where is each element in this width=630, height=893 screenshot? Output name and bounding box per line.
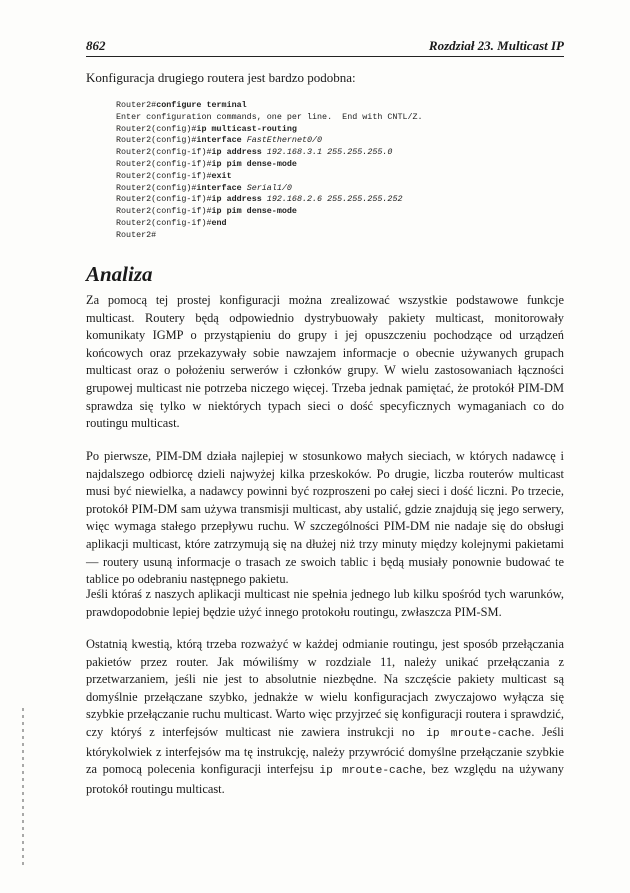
code-line [116,147,556,159]
code-command: interface [196,182,247,193]
code-command: ip address [211,194,267,205]
code-prompt: Router2(config)# [116,182,197,193]
code-prompt: Enter configuration commands, one per line. End with CNTL/Z. [116,111,423,122]
header-rule [86,56,564,57]
scan-edge-artifact [22,708,24,868]
text-run: Jeśli któraś z naszych aplikacji multicast nie spełnia jednego lub kilku spośród tych warunków, prawdopodobnie lepiej będzie użyć innego protokołu routingu, zwłaszcza PIM-SM. [86,587,564,619]
text-run: , bez względu na używany protokół routingu multicast. [86,762,564,796]
code-command: ip pim dense-mode [211,206,297,217]
code-line [116,206,556,218]
code-prompt: Router2(config-if)# [116,170,212,181]
code-listing [116,100,556,242]
code-prompt: Router2(config)# [116,123,197,134]
code-command: ip address [211,147,267,158]
intro-text: Konfiguracja drugiego routera jest bardzo podobna: [86,70,356,85]
paragraph-3 [86,586,564,621]
running-header [86,38,564,56]
paragraph-2 [86,448,564,589]
inline-code: no ip mroute-cache [401,727,532,740]
code-prompt: Router2(config-if)# [116,194,212,205]
code-prompt: Router2(config-if)# [116,158,212,169]
code-line [116,230,556,242]
text-run: . Jeśli którykolwiek z interfejsów ma tę instrukcję, należy przywrócić domyślne przełączanie szybkie za pomocą polecenia konfiguracji interfejsu [86,724,564,777]
code-line [116,194,556,206]
code-prompt: Router2(config-if)# [116,206,212,217]
code-command: interface [196,135,247,146]
code-prompt: Router2# [116,229,157,240]
text-run: Ostatnią kwestią, którą trzeba rozważyć w każdej odmianie routingu, jest sposób przełączania pakietów przez router. Jak mówiliśmy w rozdziale 11, należy unikać przełączania z przetwarzaniem, jeśli nie jest to absolutnie niezbędne. Na szczęście pakiety multicast są domyślnie przełączane szybko, jednakże w wielu konfiguracjach zwyczajowo wyłącza się szybkie przełączanie ruchu multicast. Warto więc przyjrzeć się konfiguracji routera i sprawdzić, czy któryś z interfejsów multicast nie zawiera instrukcji [86,637,564,739]
section-heading: Analiza [86,262,153,286]
page-number: 862 [86,38,106,53]
code-line [116,183,556,195]
code-line [116,135,556,147]
code-prompt: Router2(config)# [116,135,197,146]
text-run: Za pomocą tej prostej konfiguracji można zrealizować wszystkie podstawowe funkcje multicast. Routery będą odpowiednio dystrybuowały pakiety multicast, monitorowały komunikaty IGMP o przystąpieniu do grupy i jej opuszczeniu pochodzące od urządzeń końcowych oraz przekazywały sobie nawzajem informacje o obecnie używanych grupach multicast oraz o położeniu serwerów i członków grupy. W wielu zastosowaniach łączności grupowej multicast nie potrzeba niczego więcej. Trzeba jednak pamiętać, że protokół PIM-DM sprawdza się tylko w niektórych typach sieci o dość specyficznych wymaganiach co do routingu multicast. [86,293,564,431]
code-command: exit [211,170,232,181]
code-line [116,159,556,171]
code-line [116,171,556,183]
text-run: Po pierwsze, PIM-DM działa najlepiej w stosunkowo małych sieciach, w których nadawcę i najdalszego odbiorcę dzieli najwyżej kilka przeskoków. Po drugie, liczba routerów multicast musi być niewielka, a nadawcy powinni być rozproszeni po całej sieci i dość liczni. Po trzecie, protokół PIM-DM sam używa transmisji multicast, aby ustalić, gdzie znajdują się jego serwery, więc wymaga stałego przepływu ruchu. W szczególności PIM-DM nie nadaje się do obsługi aplikacji multicast, które zatrzymują się na dłużej niż trzy minuty między kolejnymi pakietami — routery usuną informacje o trasach ze swoich tablic i będą musiały ponownie budować te tablice po odebraniu następnego pakietu. [86,449,564,587]
code-argument: 192.168.3.1 255.255.255.0 [266,147,393,158]
code-line [116,100,556,112]
code-command: ip pim dense-mode [211,158,297,169]
paragraph-1 [86,292,564,433]
code-prompt: Router2(config-if)# [116,147,212,158]
code-line [116,124,556,136]
inline-code: ip mroute-cache [319,765,423,778]
code-line [116,218,556,230]
code-command: configure terminal [156,100,247,110]
paragraph-4 [86,636,564,798]
code-line [116,112,556,124]
code-argument: 192.168.2.6 255.255.255.252 [266,194,403,205]
code-command: end [211,217,227,228]
code-argument: FastEthernet0/0 [246,135,323,146]
chapter-title: Rozdział 23. Multicast IP [428,38,564,53]
code-command: ip multicast-routing [196,123,297,134]
code-argument: Serial1/0 [246,182,292,193]
code-prompt: Router2(config-if)# [116,217,212,228]
code-prompt: Router2# [116,100,157,110]
